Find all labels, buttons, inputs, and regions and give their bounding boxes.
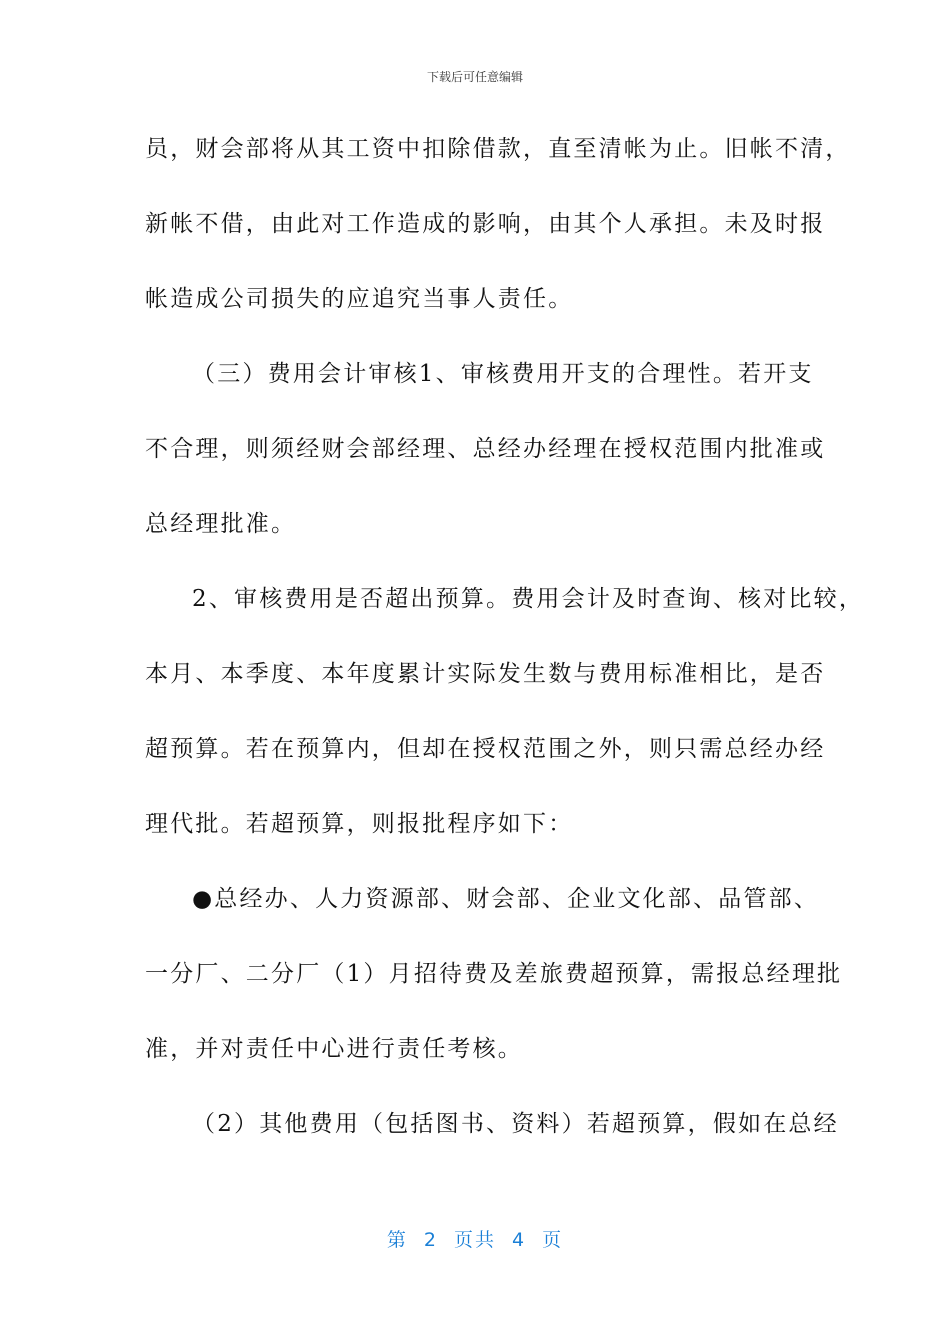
text-line: 一分厂、二分厂（1）月招待费及差旅费超预算，需报总经理批 xyxy=(145,961,843,987)
text-line: 员，财会部将从其工资中扣除借款，直至清帐为止。旧帐不清， xyxy=(145,136,851,162)
text-line: 超预算。若在预算内，但却在授权范围之外，则只需总经办经 xyxy=(145,736,826,762)
header-note: 下载后可任意编辑 xyxy=(426,70,523,84)
text-line: 理代批。若超预算，则报批程序如下： xyxy=(145,811,574,837)
text-line: 新帐不借，由此对工作造成的影响，由其个人承担。未及时报 xyxy=(145,211,826,237)
text-line: （三）费用会计审核1、审核费用开支的合理性。若开支 xyxy=(192,361,814,387)
page-number: 第 2 页共 4 页 xyxy=(386,1229,564,1251)
text-line: 2、审核费用是否超出预算。费用会计及时查询、核对比较， xyxy=(192,586,865,612)
text-line: 本月、本季度、本年度累计实际发生数与费用标准相比，是否 xyxy=(145,661,826,687)
text-line: ●总经办、人力资源部、财会部、企业文化部、品管部、 xyxy=(192,886,820,912)
text-line: 帐造成公司损失的应追究当事人责任。 xyxy=(145,286,574,312)
text-line: 不合理，则须经财会部经理、总经办经理在授权范围内批准或 xyxy=(145,436,826,462)
text-line: 总经理批准。 xyxy=(145,511,297,537)
text-line: 准，并对责任中心进行责任考核。 xyxy=(145,1036,523,1062)
text-line: （2）其他费用（包括图书、资料）若超预算，假如在总经 xyxy=(192,1111,839,1137)
